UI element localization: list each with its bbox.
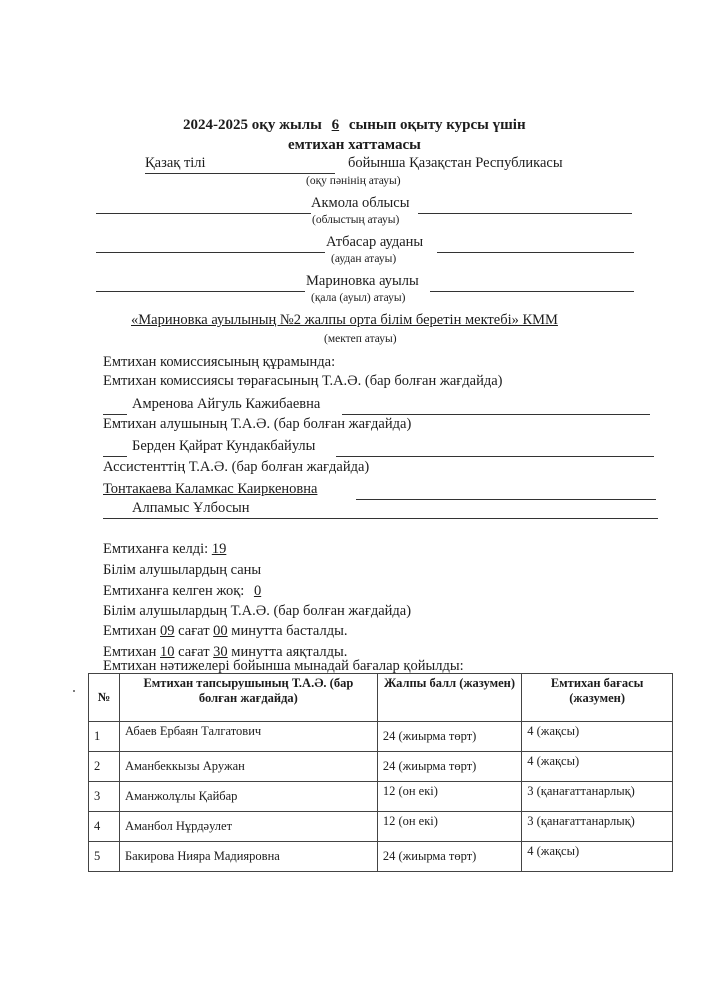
start-hour: 09: [160, 623, 175, 639]
district-value: Атбасар ауданы: [326, 234, 424, 250]
start-time-row: [103, 623, 347, 640]
end-label: Емтихан: [103, 644, 157, 660]
assistant-2-line: [103, 518, 658, 519]
came-row: [103, 541, 226, 558]
start-label: Емтихан: [103, 623, 157, 639]
examiner-name: Берден Қайрат Кундакбайулы: [132, 438, 316, 454]
header-total: Жалпы балл (жазумен): [377, 674, 521, 722]
row-grade: 3 (қанағаттанарлық): [522, 782, 673, 812]
start-minute: 00: [213, 623, 228, 639]
district-line-left: [96, 252, 325, 253]
scan-speck: [73, 690, 75, 692]
row-name: Аманбол Нұрдәулет: [119, 812, 377, 842]
subject-suffix: бойынша Қазақстан Республикасы: [348, 155, 563, 171]
title-course-text: сынып оқыту курсы үшін: [348, 117, 526, 133]
results-table: [88, 673, 673, 872]
chair-label: Емтихан комиссиясы төрағасының Т.А.Ә. (бар болған жағдайда): [103, 373, 503, 389]
start-hour-unit: сағат: [178, 623, 210, 639]
row-grade: 3 (қанағаттанарлық): [522, 812, 673, 842]
came-value: 19: [211, 541, 227, 557]
end-hour-unit: сағат: [178, 644, 210, 660]
assistant-1-line: [356, 499, 656, 500]
table-row: [89, 842, 673, 872]
table-row: [89, 782, 673, 812]
settlement-caption: (қала (ауыл) атауы): [311, 292, 406, 304]
district-caption: (аудан атауы): [331, 253, 397, 265]
region-line-left: [96, 213, 311, 214]
district-line-right: [437, 252, 634, 253]
absent-row: [103, 583, 261, 600]
absent-label: Емтиханға келген жоқ:: [103, 583, 245, 599]
header-no: №: [89, 674, 120, 722]
title-year-text: 2024-2025 оқу жылы: [183, 117, 322, 133]
row-grade: 4 (жақсы): [522, 842, 673, 872]
region-line-right: [418, 213, 632, 214]
examiner-label: Емтихан алушының Т.А.Ә. (бар болған жағдайда): [103, 416, 412, 432]
students-count-label: Білім алушылардың саны: [103, 562, 262, 578]
subject-field: [145, 155, 335, 174]
subject-value: Қазақ тілі: [145, 155, 206, 171]
start-suffix: минутта басталды.: [231, 623, 348, 639]
header-grade: Емтихан бағасы (жазумен): [522, 674, 673, 722]
end-minute: 30: [213, 644, 228, 660]
assistant-label: Ассистенттің Т.А.Ә. (бар болған жағдайда): [103, 459, 370, 475]
examiner-line-right: [336, 456, 654, 457]
chair-line-left: [103, 414, 127, 415]
assistant-name-2: Алпамыс Ұлбосын: [132, 500, 250, 516]
title-line-1: [183, 117, 526, 134]
end-hour: 10: [160, 644, 175, 660]
row-no: 1: [89, 722, 120, 752]
row-no: 2: [89, 752, 120, 782]
came-label: Емтиханға келді:: [103, 541, 209, 557]
settlement-line-right: [430, 291, 634, 292]
region-caption: (облыстың атауы): [312, 214, 400, 226]
assistant-name-1: Тонтакаева Каламкас Каиркеновна: [103, 481, 318, 497]
row-name: Аманбеккызы Аружан: [119, 752, 377, 782]
chair-line-right: [342, 414, 650, 415]
row-total: 24 (жиырма төрт): [377, 842, 521, 872]
subject-caption: (оқу пәнінің атауы): [306, 175, 401, 187]
table-row: [89, 752, 673, 782]
row-total: 12 (он екі): [377, 782, 521, 812]
row-grade: 4 (жақсы): [522, 752, 673, 782]
row-no: 3: [89, 782, 120, 812]
title-grade-value: 6: [331, 117, 340, 133]
row-name: Абаев Ербаян Талгатович: [119, 722, 377, 752]
row-total: 12 (он екі): [377, 812, 521, 842]
results-intro: Емтихан нәтижелері бойынша мынадай бағалар қойылды:: [103, 658, 464, 674]
header-name: Емтихан тапсырушының Т.А.Ә. (бар болған жағдайда): [119, 674, 377, 722]
settlement-value: Мариновка ауылы: [306, 273, 419, 289]
table-row: [89, 812, 673, 842]
row-name: Аманжолұлы Қайбар: [119, 782, 377, 812]
settlement-line-left: [96, 291, 305, 292]
end-suffix: минутта аяқталды.: [231, 644, 348, 660]
row-total: 24 (жиырма төрт): [377, 722, 521, 752]
chair-name: Амренова Айгуль Кажибаевна: [132, 396, 321, 412]
row-total: 24 (жиырма төрт): [377, 752, 521, 782]
commission-intro: Емтихан комиссиясының құрамында:: [103, 354, 336, 370]
table-row: [89, 722, 673, 752]
row-name: Бакирова Нияра Мадияровна: [119, 842, 377, 872]
row-no: 5: [89, 842, 120, 872]
students-names-label: Білім алушылардың Т.А.Ә. (бар болған жағдайда): [103, 603, 412, 619]
row-no: 4: [89, 812, 120, 842]
examiner-line-left: [103, 456, 127, 457]
school-caption: (мектеп атауы): [324, 333, 397, 345]
region-value: Акмола облысы: [311, 195, 410, 211]
row-grade: 4 (жақсы): [522, 722, 673, 752]
table-header-row: [89, 674, 673, 722]
title-line-2: емтихан хаттамасы: [288, 137, 421, 153]
absent-value: 0: [253, 583, 262, 599]
school-value: «Мариновка ауылының №2 жалпы орта білім беретін мектебі» КММ: [131, 312, 558, 328]
